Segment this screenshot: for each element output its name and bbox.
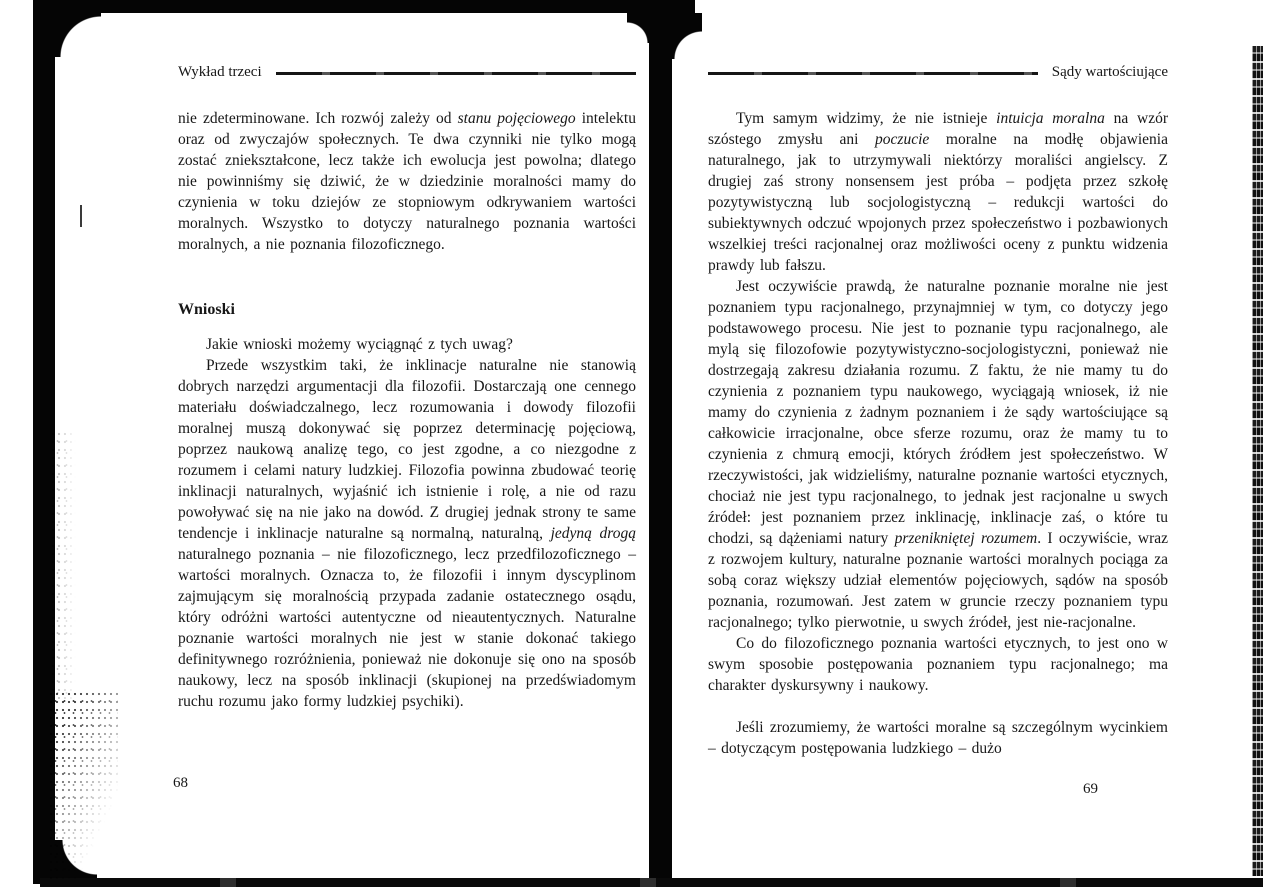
paragraph-intuition (708, 108, 1168, 276)
text-segment: Przede wszystkim taki, że inklinacje naturalne nie stanowią dobrych narzędzi argumentacji dla filozofii. Dostarczają one cennego materiału doświadczalnego, lecz rozumowania i dowody filozofii moralnej muszą dokonywać się poprzez determinację pojęciową, poprzez naukową analizę tego, co jest zgodne, a co niezgodne z rozumem i celami natury ludzkiej. Filozofia powinna zbudować teorię inklinacji naturalnych, wyjaśnić ich istnienie i rolę, a nie od razu powoływać się na nie jako na dowód. Z drugiej jednak strony te same tendencje i inklinacje naturalne są normalną, naturalną, (178, 357, 636, 542)
right-page (708, 62, 1168, 759)
scan-bottom-edge (40, 878, 1263, 887)
spine-shadow-fillet-left (627, 13, 649, 43)
paragraph-continuation (178, 108, 636, 255)
running-header-right (708, 62, 1168, 82)
header-rule-right (708, 72, 1038, 75)
book-spine-shadow (649, 8, 672, 880)
text-segment: na wzór szóstego zmysłu ani (708, 110, 1168, 148)
italic-term: stanu pojęciowego (457, 110, 576, 127)
page-edges-texture (1252, 46, 1263, 876)
running-header-left-title: Wykład trzeci (178, 64, 262, 80)
page-number-right: 69 (1083, 781, 1098, 797)
text-segment: intelektu oraz od zwyczajów społecznych. Te dwa czynniki nie tylko mogą zostać zniekształcone, lecz także ich ewolucja jest powolna; dlatego nie powinniśmy się dziwić, że w dziedzinie moralności mamy do czynienia w toku dziejów ze stopniowym odkrywaniem wartości moralnych. Wszystko to dotyczy naturalnego poznania wartości moralnych, a nie poznania filozoficznego. (178, 110, 636, 253)
text-segment: . I oczywiście, wraz z rozwojem kultury, naturalne poznanie wartości moralnych pociąga za sobą coraz większy udział elementów pojęciowych, sądów na sposób poznania, rozumowań. Jest zatem w gruncie rzeczy poznaniem typu racjonalnego; tylko pierwotnie, u swych źródeł, jest nie-racjonalne. (708, 530, 1168, 631)
paragraph-philosophical-knowledge: Co do filozoficznego poznania wartości etycznych, to jest ono w swym sposobie postępowania poznaniem typu racjonalnego; ma charakter dyskursywny i naukowy. (708, 635, 1168, 694)
italic-term: jedyną drogą (550, 525, 636, 542)
spine-shadow-fillet-right (672, 13, 702, 59)
running-header-left (178, 62, 636, 82)
scan-corner-top-left (55, 13, 101, 57)
paragraph-closing: Jeśli zrozumiemy, że wartości moralne są szczególnym wycinkiem – dotyczącym postępowania ludzkiego – dużo (708, 719, 1168, 757)
section-heading-wnioski: Wnioski (178, 301, 235, 318)
paragraph-conclusions (178, 355, 636, 712)
scan-top-edge (33, 0, 695, 13)
text-segment: Tym samym widzimy, że nie istnieje (736, 110, 997, 127)
italic-term: przenikniętej rozumem (894, 530, 1038, 547)
scan-corner-bottom-left (55, 840, 97, 880)
page-number-left: 68 (173, 775, 188, 791)
paragraph-rational-knowledge (708, 276, 1168, 633)
italic-term: poczucie (875, 131, 930, 148)
scan-left-edge (33, 0, 55, 884)
left-page (178, 62, 636, 712)
italic-term: intuicja moralna (996, 110, 1105, 127)
text-segment: Jest oczywiście prawdą, że naturalne poznanie moralne nie jest poznaniem typu racjonalnego, przynajmniej w tym, co dotyczy jego podstawowego procesu. Nie jest to poznanie typu racjonalnego, ale mylą się filozofowie pozytywistyczno-socjologistyczni, ponieważ nie dostrzegają zakresu działania rozumu. Z faktu, że nie mamy tu do czynienia z poznaniem typu naukowego, wyciągają wniosek, iż nie mamy do czynienia z żadnym poznaniem i że sądy wartościujące są całkowicie irracjonalne, obce sferze rozumu, oraz że mamy tu to czynienia z chmurą emocji, których źródłem jest społeczeństwo. W rzeczywistości, jak widzieliśmy, naturalne poznanie wartości etycznych, chociaż nie jest typu racjonalnego, to jednak jest racjonalne u swych źródeł: jest poznaniem przez inklinację, inklinacje zaś, o które tu chodzi, są dążeniami natury (708, 278, 1168, 547)
text-segment: naturalnego poznania – nie filozoficznego, lecz przedfilozoficznego – wartości moralnych. Oznacza to, że filozofii i innym dyscyplinom zajmującym się moralnością przypada zadanie ostatecznego osądu, który odróżni wartości autentyczne od nieautentycznych. Naturalne poznanie wartości moralnych nie jest w stanie dokonać takiego definitywnego rozróżnienia, ponieważ nie dokonuje się ono na sposób naukowy, lecz na sposób inklinacji (skupionej na przedświadomym ruchu rozumu jako formy ludzkiej psychiki). (178, 546, 636, 710)
header-rule-left (276, 72, 636, 75)
paragraph-question: Jakie wnioski możemy wyciągnąć z tych uwag? (206, 336, 513, 353)
text-segment: moralne na modłę objawienia naturalnego, jak to utrzymywali niektórzy moraliści angielscy. Z drugiej zaś strony nonsensem jest próba – podjęta przez szkołę pozytywistyczną lub socjologistyczną – redukcji wartości do subiektywnych odczuć wpojonych przez społeczeństwo i pozbawionych wszelkiej treści racjonalnej oraz możliwości oceny z punktu widzenia prawdy lub fałszu. (708, 131, 1168, 274)
scan-stray-mark (80, 205, 82, 227)
running-header-right-title: Sądy wartościujące (1051, 64, 1168, 80)
text-segment: nie zdeterminowane. Ich rozwój zależy od (178, 110, 458, 127)
